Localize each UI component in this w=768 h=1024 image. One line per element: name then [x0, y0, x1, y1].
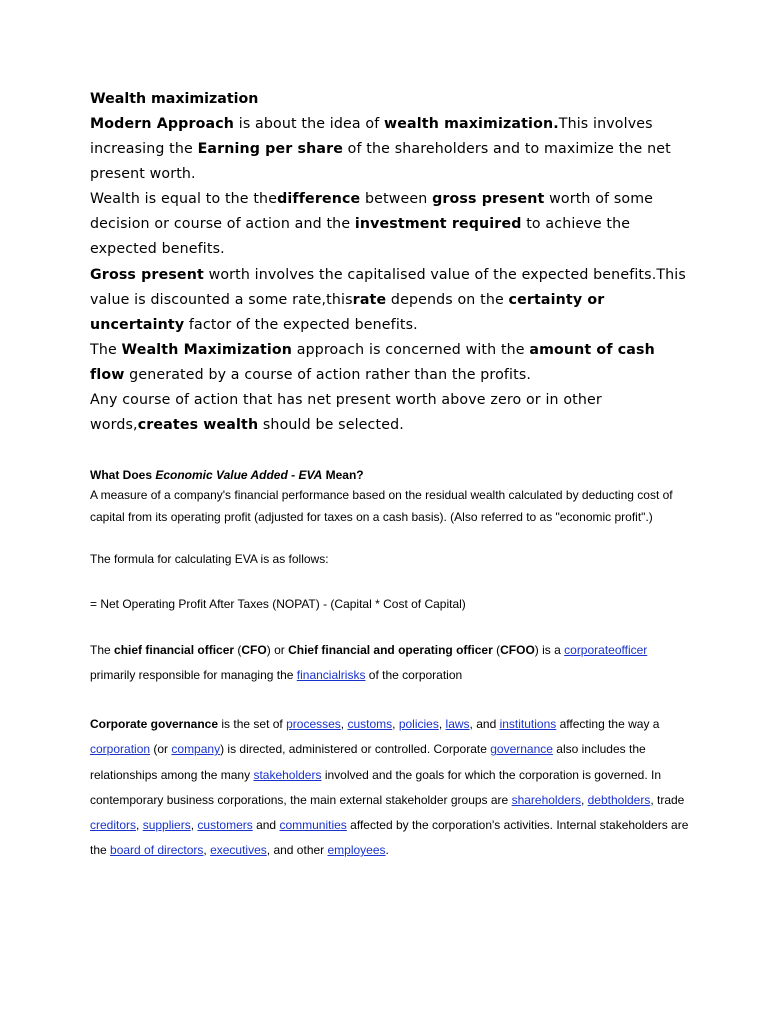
- text: primarily responsible for managing the: [90, 668, 297, 682]
- bold-text: difference: [277, 191, 361, 208]
- link-company[interactable]: company: [171, 742, 221, 757]
- text: ) is directed, administered or controlled. Corporate: [220, 742, 491, 757]
- link-debtholders[interactable]: debtholders: [587, 792, 651, 807]
- link-shareholders[interactable]: shareholders: [511, 792, 581, 807]
- italic-text: Economic Value Added - EVA: [155, 468, 323, 482]
- text: , trade: [650, 792, 685, 807]
- link-creditors[interactable]: creditors: [90, 818, 137, 833]
- wealth-section: [90, 112, 690, 438]
- text: also includes the relationships among the many: [90, 742, 646, 782]
- governance-section: [90, 712, 690, 864]
- text: generated by a course of action rather than the profits.: [124, 366, 532, 383]
- text: (: [492, 643, 501, 657]
- text: is the set of: [218, 717, 287, 731]
- cfo-paragraph: [90, 638, 690, 688]
- bold-text: CFOO: [500, 643, 535, 657]
- link-employees[interactable]: employees: [327, 843, 386, 858]
- paragraph-gross-present: [90, 263, 690, 338]
- text: should be selected.: [258, 417, 404, 434]
- text: Any course of action that has net present worth above zero or in other words,: [90, 392, 602, 434]
- text: affecting the way a: [556, 717, 660, 731]
- text: ) is a: [534, 643, 565, 657]
- eva-formula: = Net Operating Profit After Taxes (NOPAT) - (Capital * Cost of Capital): [90, 597, 466, 611]
- link-customs[interactable]: customs: [347, 717, 393, 731]
- text: .: [385, 843, 389, 858]
- link-suppliers[interactable]: suppliers: [142, 818, 191, 833]
- bold-text: creates wealth: [137, 417, 259, 434]
- text: is about the idea of: [234, 116, 385, 132]
- link-executives[interactable]: executives: [210, 843, 267, 858]
- bold-text: Chief financial and operating officer: [288, 643, 493, 657]
- link-stakeholders[interactable]: stakeholders: [253, 767, 322, 782]
- link-policies[interactable]: policies: [398, 717, 439, 731]
- text: approach is concerned with the: [292, 341, 530, 358]
- text: , and other: [266, 843, 328, 858]
- link-laws[interactable]: laws: [445, 717, 470, 731]
- eva-section: [90, 465, 690, 614]
- bold-text: chief financial officer: [114, 643, 235, 657]
- text: Wealth is equal to the the: [90, 191, 278, 208]
- governance-paragraph: Corporate governance is the set of processes, customs, policies, laws, and institutions affecting the way a corporation (or company) is directed, administered or controlled. Corporate governance also includes the relationships among the many stakeholders involved and the goals for which the corporation is governed. In contemporary business corporations, the main external stakeholder groups are shareholders, debtholders, trade creditors, suppliers, customers and communities affected by the corporation's activities. Internal stakeholders are the board of directors, executives, and other employees.: [90, 717, 689, 858]
- bold-text: certainty or uncertainty: [90, 291, 605, 333]
- text: of the corporation: [365, 668, 463, 682]
- eva-definition: A measure of a company's financial performance based on the residual wealth calculated by deducting cost of capital from its operating profit (adjusted for taxes on a cash basis). (Also referred to as "economic profit".): [90, 488, 673, 524]
- text: depends on the: [386, 291, 509, 308]
- text: worth involves the capitalised value of the expected benefits.This value is discounted a some rate,this: [90, 266, 686, 308]
- bold-text: CFO: [241, 643, 267, 657]
- bold-text: amount of cash flow: [90, 341, 655, 383]
- text: ) or: [266, 643, 289, 657]
- link-customers[interactable]: customers: [197, 818, 253, 833]
- text: This involves increasing the: [90, 116, 653, 158]
- text: involved and the goals for which the corporation is governed. In contemporary business corporations, the main external stakeholder groups are: [90, 767, 662, 807]
- bold-text: Corporate governance: [90, 717, 219, 731]
- text: The: [90, 643, 115, 657]
- link-governance[interactable]: governance: [490, 742, 553, 757]
- bold-text: Earning per share: [197, 141, 343, 158]
- link-corporation[interactable]: corporation: [90, 742, 151, 757]
- eva-heading: [90, 465, 690, 485]
- section-title-wealth-maximization: Wealth maximization: [90, 91, 259, 107]
- eva-formula-intro: The formula for calculating EVA is as follows:: [90, 552, 329, 566]
- link-institutions[interactable]: institutions: [499, 717, 557, 731]
- bold-text: Gross present: [90, 266, 204, 283]
- link-communities[interactable]: communities: [279, 818, 347, 833]
- link-financialrisks[interactable]: financialrisks: [296, 668, 366, 682]
- text: What Does: [90, 468, 156, 482]
- bold-text: Modern Approach: [90, 116, 235, 132]
- text: to achieve the expected benefits.: [90, 216, 631, 258]
- text: (: [234, 643, 242, 657]
- bold-text: wealth maximization.: [384, 116, 559, 132]
- cfo-section: [90, 638, 690, 688]
- paragraph-modern-approach: [90, 112, 690, 187]
- bold-text: Wealth Maximization: [121, 341, 293, 358]
- text: The: [90, 341, 122, 358]
- link-board-of-directors[interactable]: board of directors: [110, 843, 204, 858]
- text: , and: [469, 717, 500, 731]
- text: affected by the corporation's activities. Internal stakeholders are the: [90, 818, 689, 858]
- bold-text: gross present: [432, 191, 545, 208]
- text: factor of the expected benefits.: [184, 316, 418, 333]
- text: Mean?: [322, 468, 364, 482]
- paragraph-approach: [90, 338, 690, 388]
- link-corporateofficer[interactable]: corporateofficer: [564, 643, 648, 657]
- text: and: [252, 818, 280, 833]
- bold-text: investment required: [354, 216, 522, 233]
- paragraph-course-of-action: [90, 388, 690, 438]
- link-processes[interactable]: processes: [286, 717, 341, 731]
- text: between: [360, 191, 433, 208]
- text: (or: [150, 742, 172, 757]
- bold-text: rate: [352, 291, 387, 308]
- paragraph-wealth-definition: [90, 187, 690, 262]
- text: of the shareholders and to maximize the net present worth.: [90, 141, 671, 183]
- text: worth of some decision or course of action and the: [90, 191, 654, 233]
